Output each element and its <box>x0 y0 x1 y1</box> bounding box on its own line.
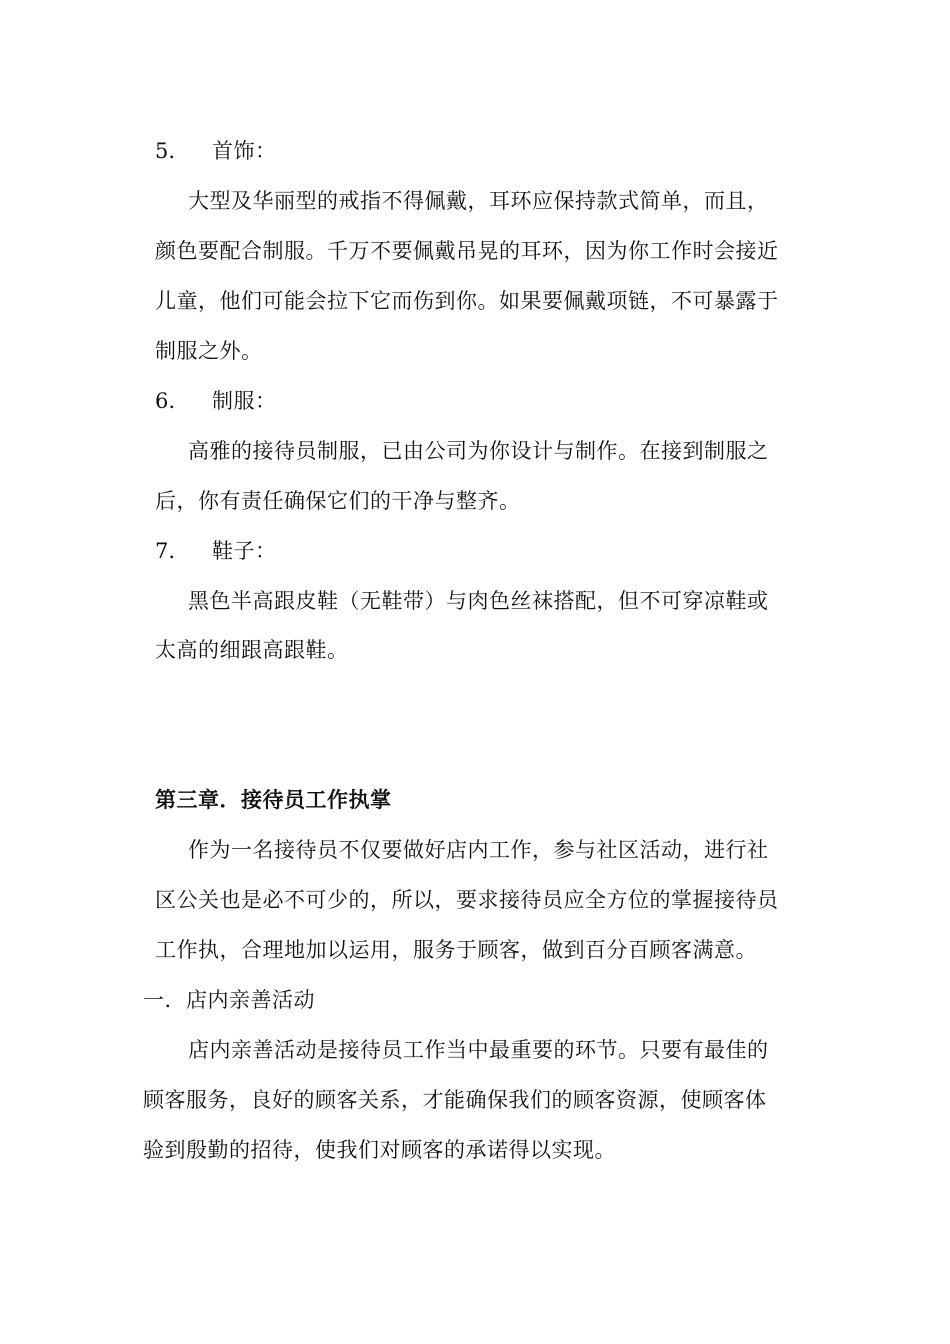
paragraph-line: 黑色半高跟皮鞋（无鞋带）与肉色丝袜搭配，但不可穿凉鞋或 <box>188 589 769 613</box>
paragraph-line: 制服之外。 <box>155 339 263 363</box>
paragraph-line: 颜色要配合制服。千万不要佩戴吊晃的耳环，因为你工作时会接近 <box>155 239 779 263</box>
paragraph-line: 作为一名接待员不仅要做好店内工作，参与社区活动，进行社 <box>188 838 769 862</box>
item-number-5: 5. <box>155 139 176 163</box>
paragraph-line: 店内亲善活动是接待员工作当中最重要的环节。只要有最佳的 <box>188 1038 769 1062</box>
paragraph-line: 后，你有责任确保它们的干净与整齐。 <box>155 489 521 513</box>
subsection-heading: 一．店内亲善活动 <box>143 988 315 1012</box>
paragraph-line: 儿童，他们可能会拉下它而伤到你。如果要佩戴项链，不可暴露于 <box>155 289 779 313</box>
paragraph-line: 验到殷勤的招待，使我们对顾客的承诺得以实现。 <box>143 1138 616 1162</box>
paragraph-line: 高雅的接待员制服，已由公司为你设计与制作。在接到制服之 <box>188 439 769 463</box>
paragraph-line: 太高的细跟高跟鞋。 <box>155 638 349 662</box>
paragraph-line: 顾客服务，良好的顾客关系，才能确保我们的顾客资源，使顾客体 <box>143 1088 767 1112</box>
item-heading-uniform: 制服： <box>212 389 277 413</box>
item-number-6: 6. <box>155 389 176 413</box>
paragraph-line: 区公关也是必不可少的，所以，要求接待员应全方位的掌握接待员 <box>155 888 779 912</box>
paragraph-line: 工作执，合理地加以运用，服务于顾客，做到百分百顾客满意。 <box>155 938 757 962</box>
item-number-7: 7. <box>155 539 176 563</box>
paragraph-line: 大型及华丽型的戒指不得佩戴，耳环应保持款式简单，而且， <box>188 189 769 213</box>
chapter-title: 第三章．接待员工作执掌 <box>155 788 392 812</box>
item-heading-shoes: 鞋子： <box>212 539 277 563</box>
item-heading-jewelry: 首饰： <box>212 139 277 163</box>
